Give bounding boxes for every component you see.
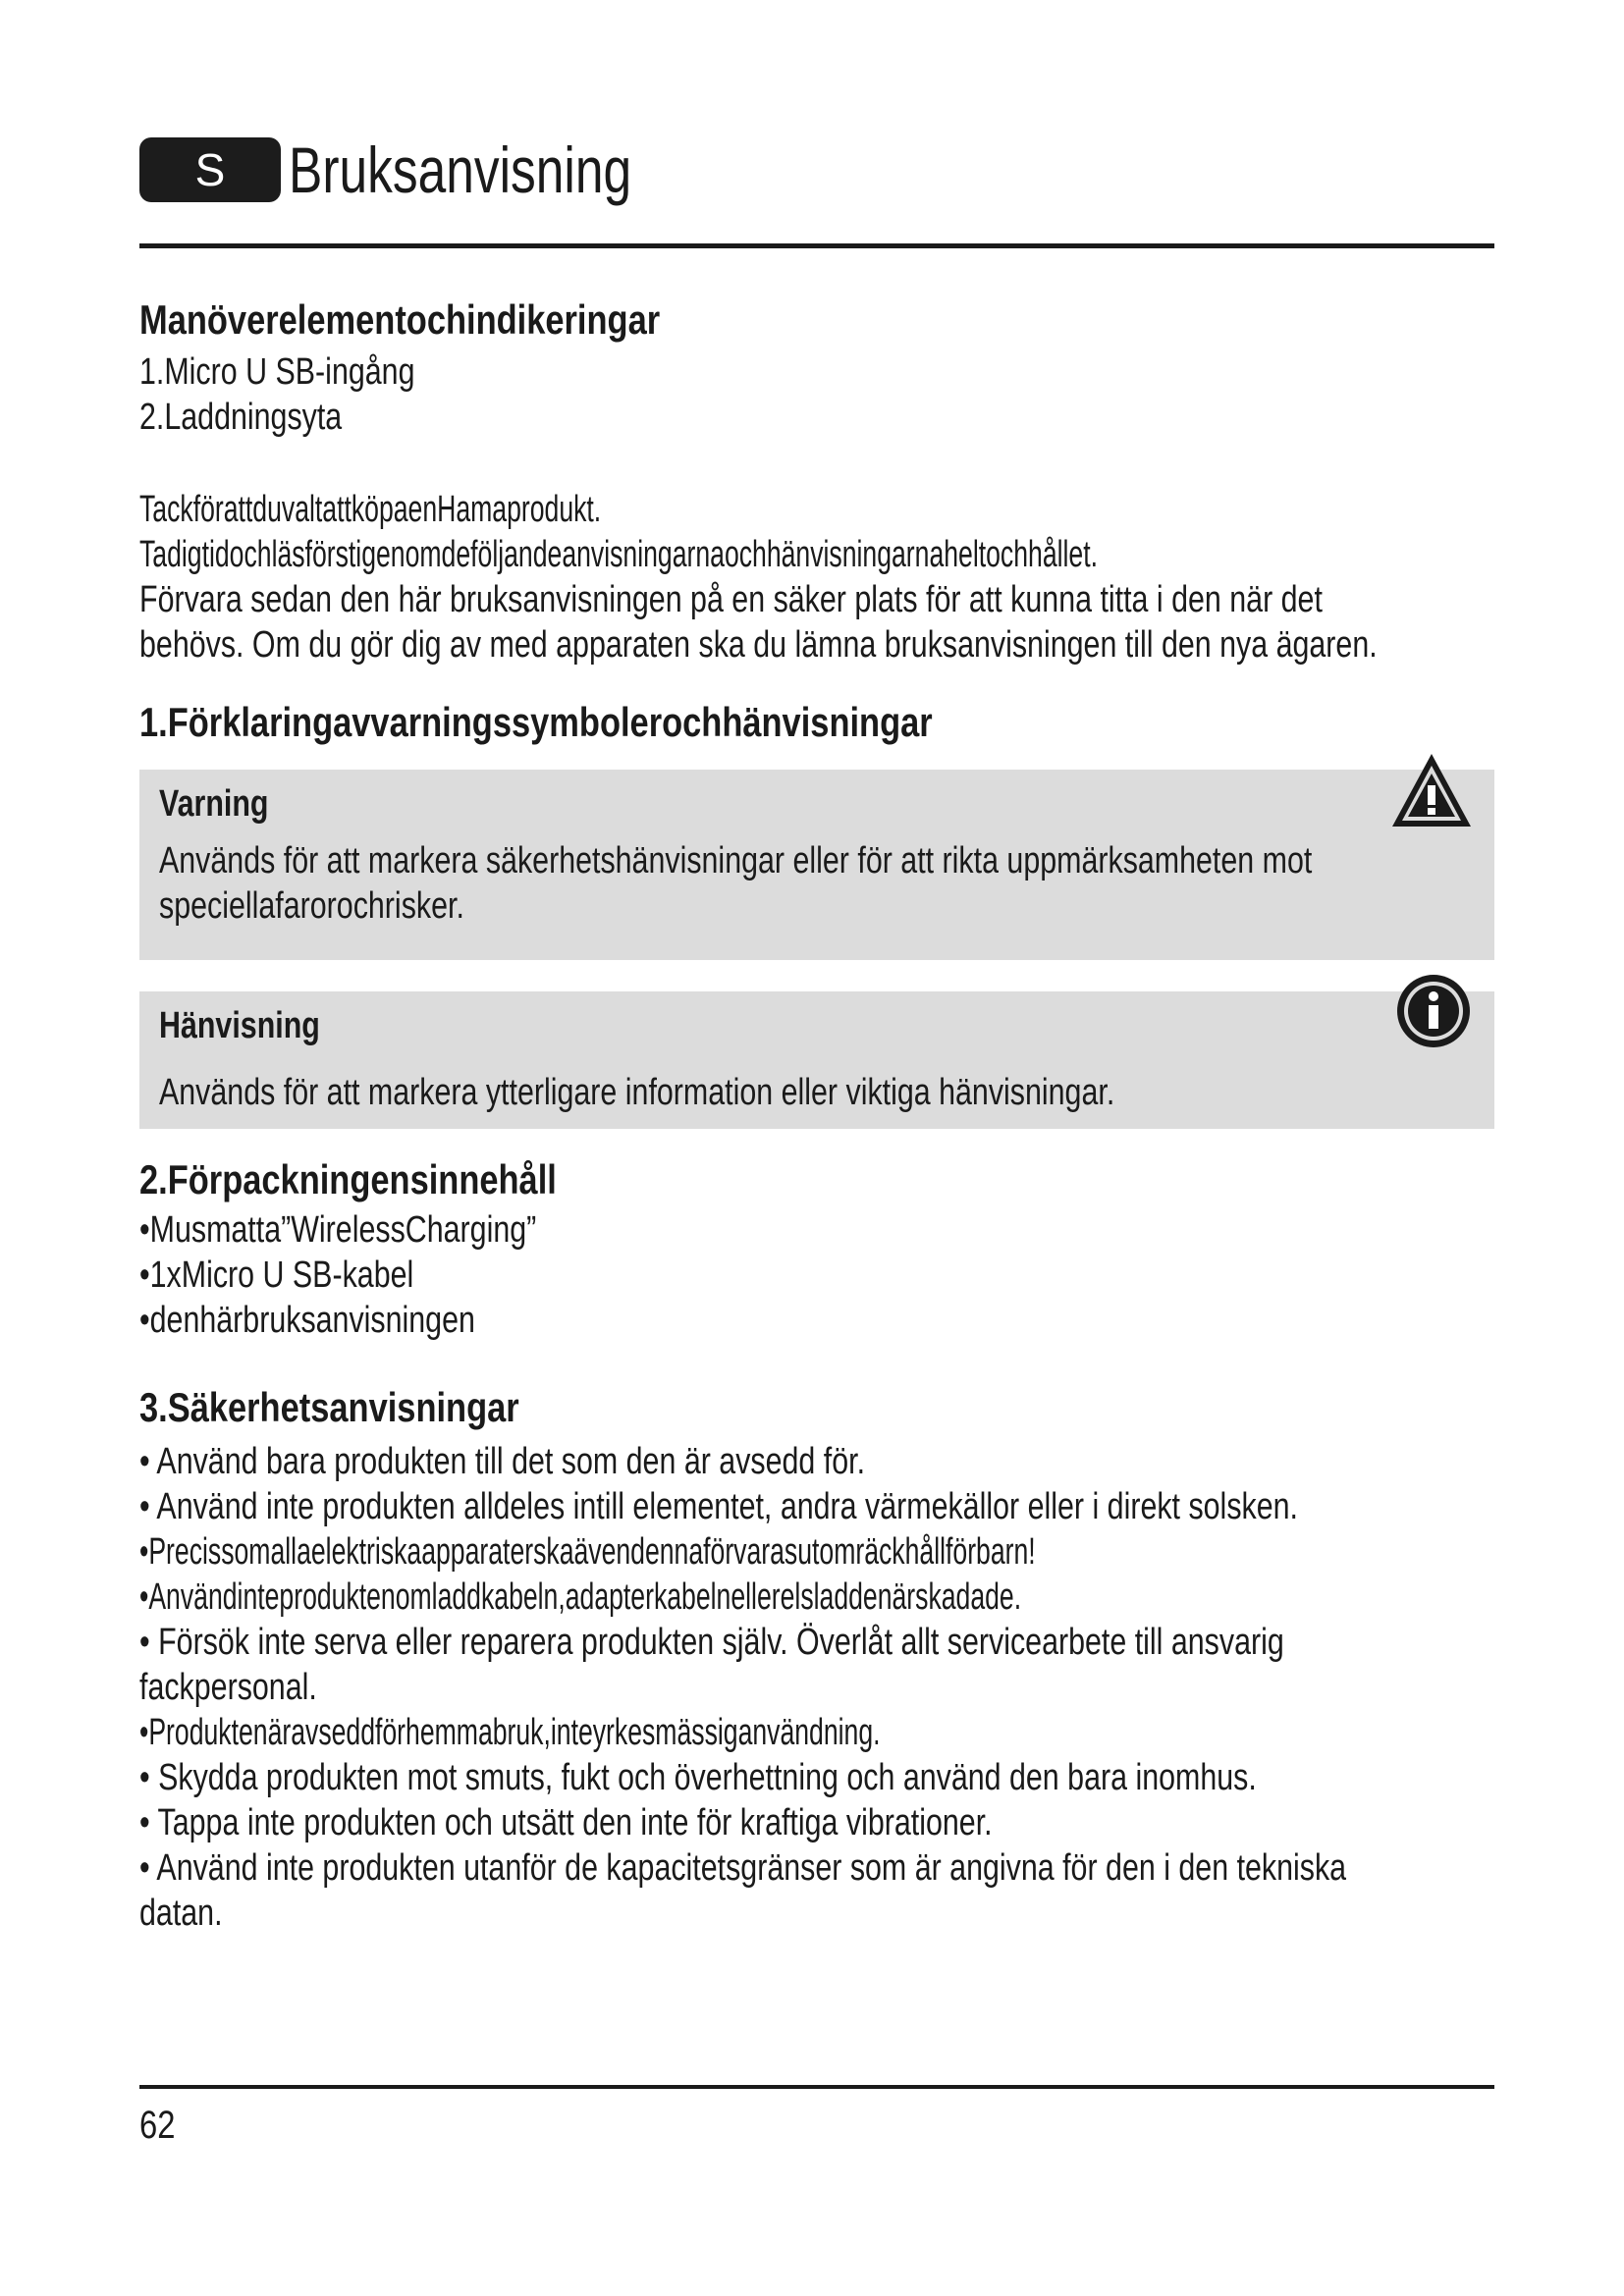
section3-item-5: • Försök inte serva eller reparera produkten själv. Överlåt allt servicearbete till ansvarig <box>139 1622 1284 1663</box>
section3-heading: 3.Säkerhetsanvisningar <box>139 1384 519 1430</box>
section1-heading: 1.Förklaringavvarningssymbolerochhänvisningar <box>139 699 933 745</box>
footer-divider <box>139 2085 1494 2089</box>
info-circle-icon <box>1394 972 1473 1050</box>
section2-item-3: •denhärbruksanvisningen <box>139 1300 475 1341</box>
document-title: Bruksanvisning <box>289 133 632 206</box>
warning-title: Varning <box>159 783 269 825</box>
section3-item-8: • Tappa inte produkten och utsätt den inte för kraftiga vibrationer. <box>139 1802 993 1843</box>
section2-item-2: •1xMicro U SB-kabel <box>139 1255 414 1296</box>
warning-text-line-2: speciellafarorochrisker. <box>159 885 464 927</box>
intro-line-4: behövs. Om du gör dig av med apparaten ska du lämna bruksanvisningen till den nya ägaren. <box>139 624 1378 666</box>
header-divider <box>139 243 1494 248</box>
section3-item-7: • Skydda produkten mot smuts, fukt och överhettning och använd den bara inomhus. <box>139 1757 1257 1798</box>
section3-item-2: • Använd inte produkten alldeles intill elementet, andra värmekällor eller i direkt solsken. <box>139 1486 1298 1527</box>
intro-line-3: Förvara sedan den här bruksanvisningen på en säker plats för att kunna titta i den när det <box>139 579 1323 620</box>
note-title: Hänvisning <box>159 1005 320 1046</box>
note-text-line-1: Används för att markera ytterligare information eller viktiga hänvisningar. <box>159 1072 1115 1113</box>
controls-item-1: 1.Micro U SB-ingång <box>139 351 415 393</box>
controls-heading: Manöverelementochindikeringar <box>139 296 661 343</box>
manual-page <box>139 0 1494 2296</box>
controls-item-2: 2.Laddningsyta <box>139 397 343 438</box>
warning-triangle-icon <box>1388 750 1475 832</box>
intro-line-2: Tadigtidochläsförstigenomdeföljandeanvisningarnaochhänvisningarnaheltochhållet. <box>139 534 1099 575</box>
section2-heading: 2.Förpackningensinnehåll <box>139 1156 557 1202</box>
warning-text-line-1: Används för att markera säkerhetshänvisningar eller för att rikta uppmärksamheten mot <box>159 840 1313 881</box>
header <box>139 133 1494 216</box>
section3-item-1: • Använd bara produkten till det som den är avsedd för. <box>139 1441 866 1482</box>
warning-box <box>139 770 1494 960</box>
section3-item-5-cont: fackpersonal. <box>139 1667 317 1708</box>
note-box <box>139 991 1494 1129</box>
page-number: 62 <box>139 2104 176 2147</box>
section3-item-9-cont: datan. <box>139 1893 223 1934</box>
section3-item-3: •Precissomallaelektriskaapparaterskaävendennaförvarasutomräckhållförbarn! <box>139 1531 1036 1573</box>
intro-line-1: TackförattduvaltattköpaenHamaprodukt. <box>139 489 602 530</box>
language-badge: S <box>139 137 281 202</box>
section2-item-1: •Musmatta”WirelessCharging” <box>139 1209 537 1251</box>
section3-item-4: •Användinteproduktenomladdkabeln,adapterkabelnellerelsladdenärskadade. <box>139 1576 1022 1618</box>
section3-item-6: •Produktenäravseddförhemmabruk,inteyrkesmässiganvändning. <box>139 1712 881 1753</box>
section3-item-9: • Använd inte produkten utanför de kapacitetsgränser som är angivna för den i den tekniska <box>139 1847 1347 1889</box>
